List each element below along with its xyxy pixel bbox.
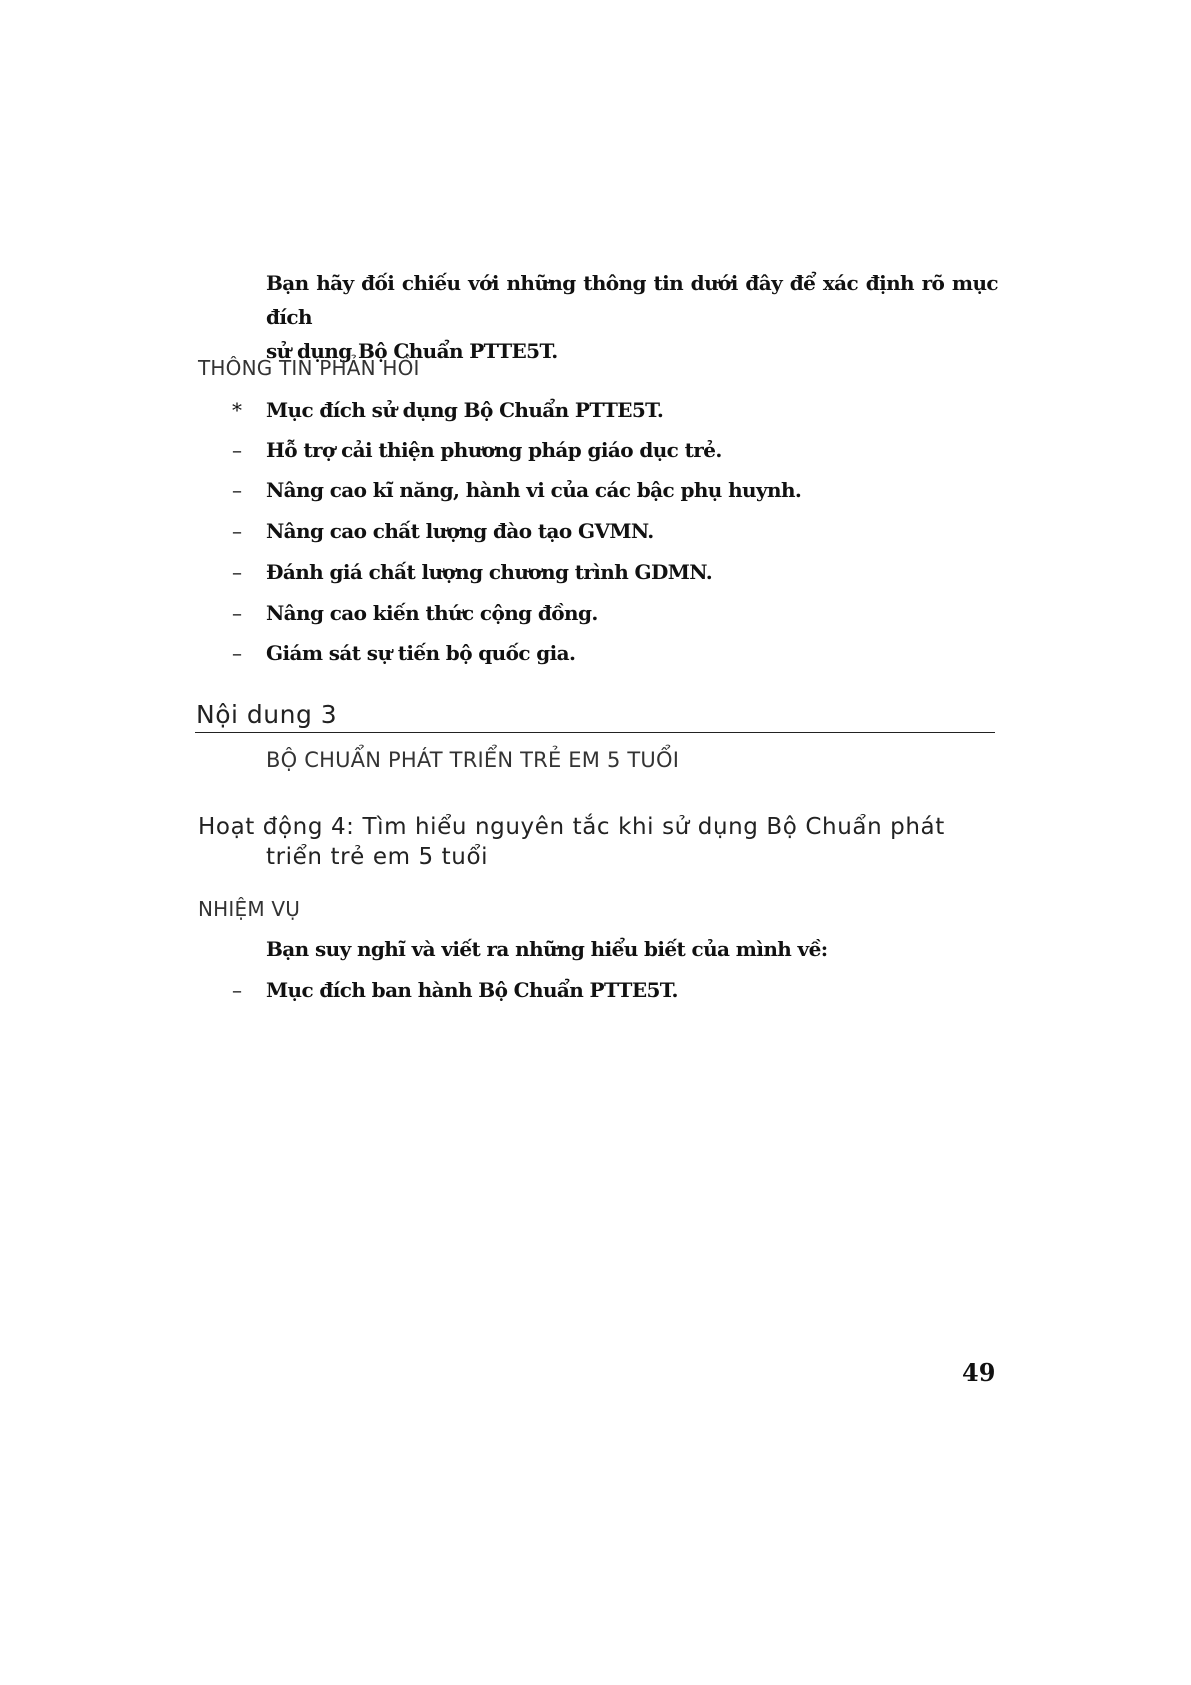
task-heading: NHIỆM VỤ — [198, 897, 301, 921]
feedback-item — [232, 519, 654, 543]
task-item-text: Mục đích ban hành Bộ Chuẩn PTTE5T. — [266, 978, 678, 1002]
intro-line-2: sử dụng Bộ Chuẩn PTTE5T. — [266, 339, 558, 363]
feedback-item-text: Giám sát sự tiến bộ quốc gia. — [266, 641, 576, 665]
section-divider — [195, 732, 995, 733]
asterisk-marker: * — [232, 398, 242, 422]
feedback-star-item — [232, 398, 663, 422]
intro-paragraph — [266, 266, 998, 368]
activity-line-1: Hoạt động 4: Tìm hiểu nguyên tắc khi sử dụng Bộ Chuẩn phát — [198, 814, 945, 840]
dash-marker: – — [232, 978, 242, 1002]
feedback-item-text: Nâng cao kĩ năng, hành vi của các bậc phụ huynh. — [266, 478, 802, 502]
task-prompt: Bạn suy nghĩ và viết ra những hiểu biết của mình về: — [266, 937, 828, 961]
feedback-item-text: Nâng cao kiến thức cộng đồng. — [266, 601, 598, 625]
activity-line-2: triển trẻ em 5 tuổi — [266, 844, 489, 870]
intro-line-1: Bạn hãy đối chiếu với những thông tin dưới đây để xác định rõ mục đích — [266, 271, 998, 329]
task-item — [232, 978, 678, 1002]
dash-marker: – — [232, 519, 242, 543]
feedback-heading: THÔNG TIN PHẢN HỒI — [198, 356, 420, 380]
feedback-item — [232, 560, 712, 584]
page-number: 49 — [962, 1358, 996, 1387]
feedback-item — [232, 601, 598, 625]
dash-marker: – — [232, 601, 242, 625]
feedback-item — [232, 641, 575, 665]
activity-heading — [198, 812, 994, 872]
feedback-item-text: Đánh giá chất lượng chương trình GDMN. — [266, 560, 713, 584]
section-title: Nội dung 3 — [196, 700, 338, 729]
feedback-item — [232, 438, 722, 462]
dash-marker: – — [232, 478, 242, 502]
feedback-item-text: Hỗ trợ cải thiện phương pháp giáo dục trẻ. — [266, 438, 722, 462]
dash-marker: – — [232, 438, 242, 462]
feedback-star-text: Mục đích sử dụng Bộ Chuẩn PTTE5T. — [266, 398, 664, 422]
dash-marker: – — [232, 560, 242, 584]
dash-marker: – — [232, 641, 242, 665]
section-subtitle: BỘ CHUẨN PHÁT TRIỂN TRẺ EM 5 TUỔI — [266, 748, 680, 772]
feedback-item-text: Nâng cao chất lượng đào tạo GVMN. — [266, 519, 654, 543]
feedback-item — [232, 478, 801, 502]
